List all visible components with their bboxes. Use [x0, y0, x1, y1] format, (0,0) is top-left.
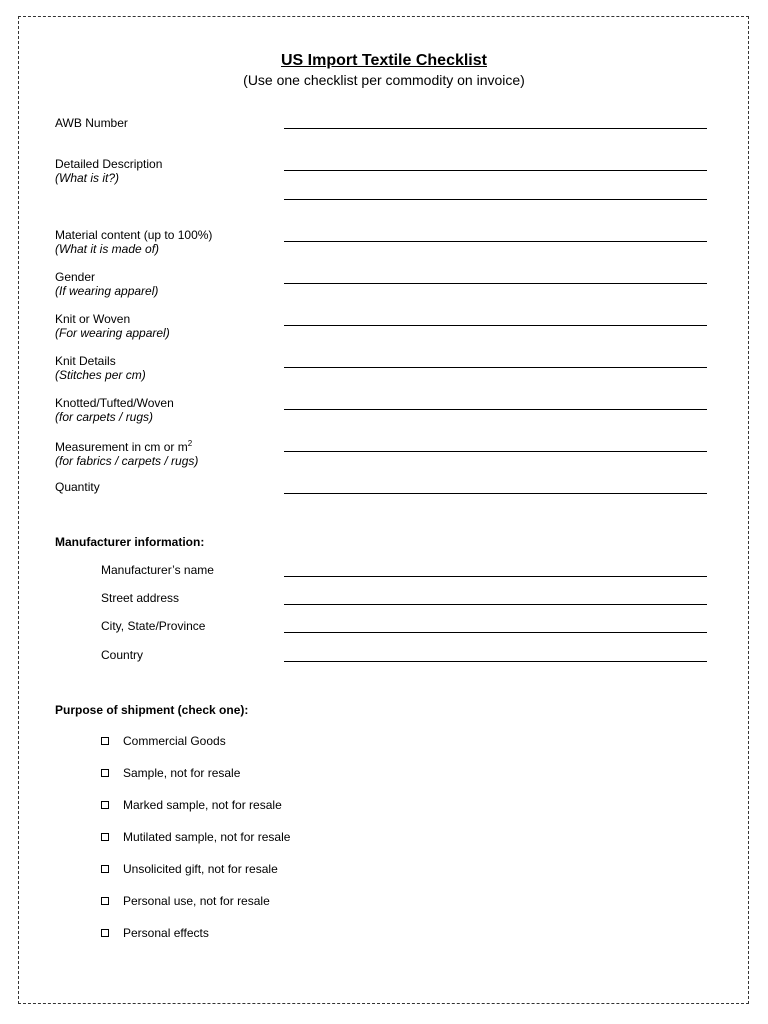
page-title: US Import Textile Checklist	[281, 52, 487, 69]
checkbox-icon[interactable]	[101, 737, 109, 745]
field-label-gender: Gender (If wearing apparel)	[55, 270, 159, 298]
checkbox-icon[interactable]	[101, 865, 109, 873]
purpose-option-mutilated-sample[interactable]: Mutilated sample, not for resale	[101, 830, 290, 844]
purpose-option-sample[interactable]: Sample, not for resale	[101, 766, 240, 780]
purpose-option-unsolicited-gift[interactable]: Unsolicited gift, not for resale	[101, 862, 278, 876]
checkbox-icon[interactable]	[101, 801, 109, 809]
material-input-line[interactable]	[284, 241, 707, 242]
purpose-option-personal-use[interactable]: Personal use, not for resale	[101, 894, 270, 908]
field-label-knit-details: Knit Details (Stitches per cm)	[55, 354, 146, 382]
page-subtitle: (Use one checklist per commodity on invoice)	[243, 72, 525, 88]
purpose-option-personal-effects[interactable]: Personal effects	[101, 926, 209, 940]
manufacturer-name-input-line[interactable]	[284, 576, 707, 577]
gender-input-line[interactable]	[284, 283, 707, 284]
country-label: Country	[101, 648, 144, 662]
quantity-input-line[interactable]	[284, 493, 707, 494]
checkbox-icon[interactable]	[101, 769, 109, 777]
field-label-quantity: Quantity	[55, 480, 100, 494]
field-label-description: Detailed Description (What is it?)	[55, 157, 163, 185]
field-label-material: Material content (up to 100%) (What it is made of)	[55, 228, 213, 256]
knit-or-woven-input-line[interactable]	[284, 325, 707, 326]
knotted-input-line[interactable]	[284, 409, 707, 410]
country-input-line[interactable]	[284, 661, 707, 662]
checkbox-icon[interactable]	[101, 897, 109, 905]
city-state-label: City, State/Province	[101, 619, 206, 633]
measurement-input-line[interactable]	[284, 451, 707, 452]
checkbox-icon[interactable]	[101, 929, 109, 937]
city-state-input-line[interactable]	[284, 632, 707, 633]
knit-details-input-line[interactable]	[284, 367, 707, 368]
field-label-knit-or-woven: Knit or Woven (For wearing apparel)	[55, 312, 170, 340]
field-label-measurement: Measurement in cm or $m^2$ (for fabrics / carpets / rugs)	[55, 439, 199, 468]
purpose-option-marked-sample[interactable]: Marked sample, not for resale	[101, 798, 282, 812]
purpose-option-commercial[interactable]: Commercial Goods	[101, 734, 226, 748]
awb-input-line[interactable]	[284, 128, 707, 129]
manufacturer-name-label: Manufacturer’s name	[101, 563, 214, 577]
street-address-label: Street address	[101, 591, 180, 605]
checkbox-icon[interactable]	[101, 833, 109, 841]
street-address-input-line[interactable]	[284, 604, 707, 605]
field-label-awb: AWB Number	[55, 116, 128, 130]
purpose-heading: Purpose of shipment (check one):	[55, 703, 249, 717]
field-label-knotted: Knotted/Tufted/Woven (for carpets / rugs)	[55, 396, 174, 424]
description-input-line-2[interactable]	[284, 199, 707, 200]
description-input-line-1[interactable]	[284, 170, 707, 171]
manufacturer-heading: Manufacturer information:	[55, 535, 205, 549]
